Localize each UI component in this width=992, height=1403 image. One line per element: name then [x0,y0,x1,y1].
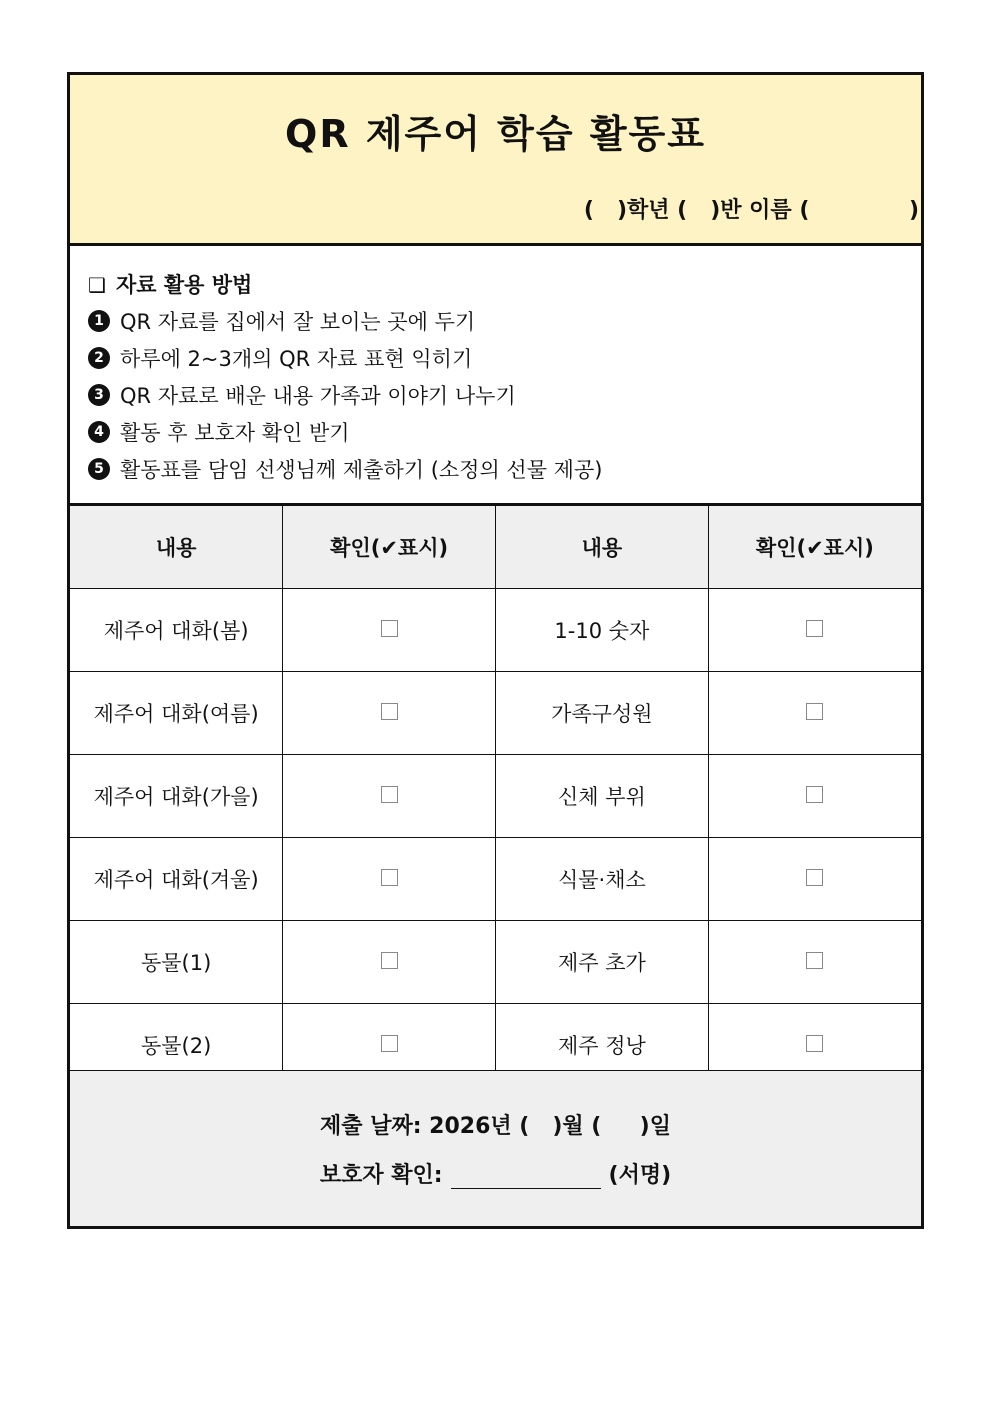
table-row [70,672,921,755]
method-item [88,378,903,415]
number-circle-icon: 1 [88,310,110,332]
column-header: 내용 [496,506,709,589]
table-row [70,755,921,838]
number-circle-icon: 4 [88,421,110,443]
method-item-text: QR 자료로 배운 내용 가족과 이야기 나누기 [120,384,516,408]
check-cell [708,589,921,672]
content-cell: 동물(2) [70,1004,283,1087]
checkbox[interactable] [381,1035,398,1052]
table-row [70,589,921,672]
checkbox[interactable] [806,869,823,886]
checklist-table [70,506,921,1087]
page-title: QR 제주어 학습 활동표 [285,112,706,156]
method-title [88,266,903,304]
method-item [88,341,903,378]
check-cell [708,672,921,755]
content-cell: 신체 부위 [496,755,709,838]
check-cell [708,838,921,921]
method-item-text: 활동 후 보호자 확인 받기 [120,421,350,445]
table-row [70,921,921,1004]
guardian-label: 보호자 확인: [319,1163,443,1188]
student-info-line: ( )학년 ( )반 이름 ( ) [583,198,919,223]
check-cell [283,672,496,755]
square-bullet-icon: ❑ [88,273,106,297]
check-cell [283,921,496,1004]
content-cell: 식물·채소 [496,838,709,921]
content-cell: 1-10 숫자 [496,589,709,672]
checkbox[interactable] [806,786,823,803]
checkbox[interactable] [381,703,398,720]
method-item [88,415,903,452]
guardian-signature-line [70,1158,921,1189]
signature-field[interactable] [451,1164,601,1189]
usage-method-section [70,246,921,506]
content-cell: 제주어 대화(봄) [70,589,283,672]
submission-footer [70,1070,921,1226]
checkbox[interactable] [381,620,398,637]
checkbox[interactable] [381,952,398,969]
check-cell [283,755,496,838]
checkbox[interactable] [806,703,823,720]
method-item-text: 활동표를 담임 선생님께 제출하기 (소정의 선물 제공) [120,458,603,482]
method-title-text: 자료 활용 방법 [115,273,253,297]
checkbox[interactable] [381,786,398,803]
checkbox[interactable] [806,952,823,969]
sheet-header [70,75,921,246]
content-cell: 제주 초가 [496,921,709,1004]
activity-sheet [67,72,924,1229]
content-cell: 가족구성원 [496,672,709,755]
table-header-row [70,506,921,589]
column-header: 확인(✔표시) [708,506,921,589]
submission-date: 제출 날짜: 2026년 ( )월 ( )일 [320,1114,671,1139]
checkbox[interactable] [381,869,398,886]
content-cell: 제주어 대화(겨울) [70,838,283,921]
method-item-text: QR 자료를 집에서 잘 보이는 곳에 두기 [120,310,476,334]
check-cell [283,589,496,672]
content-cell: 제주어 대화(가을) [70,755,283,838]
check-cell [283,838,496,921]
content-cell: 제주어 대화(여름) [70,672,283,755]
number-circle-icon: 2 [88,347,110,369]
method-item-text: 하루에 2~3개의 QR 자료 표현 익히기 [120,347,473,371]
check-cell [708,755,921,838]
checkbox[interactable] [806,1035,823,1052]
check-cell [708,921,921,1004]
method-item [88,452,903,489]
sign-label: (서명) [608,1163,672,1188]
column-header: 확인(✔표시) [283,506,496,589]
number-circle-icon: 3 [88,384,110,406]
content-cell: 동물(1) [70,921,283,1004]
table-row [70,838,921,921]
number-circle-icon: 5 [88,458,110,480]
method-item [88,304,903,341]
checkbox[interactable] [806,620,823,637]
content-cell: 제주 정낭 [496,1004,709,1087]
column-header: 내용 [70,506,283,589]
